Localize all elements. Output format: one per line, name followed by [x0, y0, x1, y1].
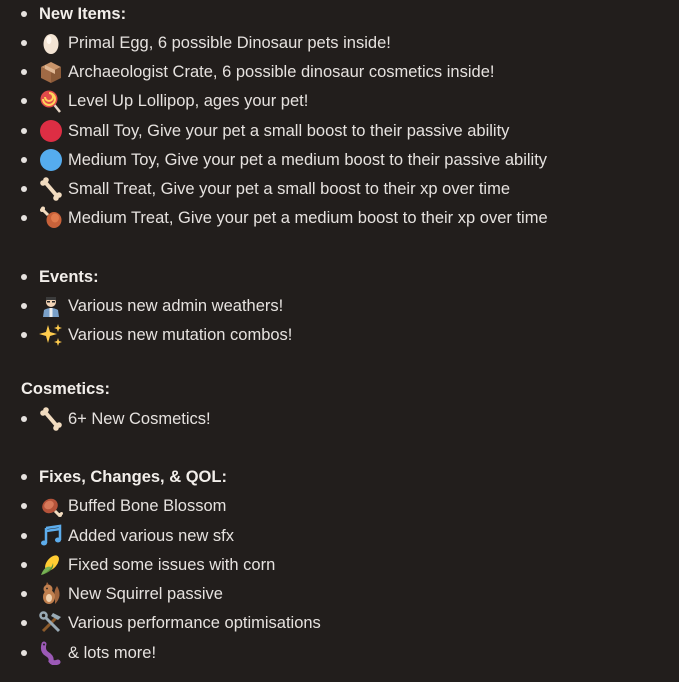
blue-circle-icon — [39, 148, 63, 172]
item-text: Medium Toy, Give your pet a medium boost to their passive ability — [68, 150, 548, 169]
crate-icon — [39, 60, 63, 84]
bullet — [21, 620, 27, 626]
item-text: 6+ New Cosmetics! — [68, 409, 211, 428]
egg-icon — [39, 31, 63, 55]
admin-icon — [39, 294, 63, 318]
item-text: Various new admin weathers! — [68, 296, 284, 315]
bullet — [21, 69, 27, 75]
bullet — [21, 40, 27, 46]
bullet — [21, 474, 27, 480]
drumstick-icon — [39, 206, 63, 230]
item-text: Primal Egg, 6 possible Dinosaur pets inside! — [68, 33, 391, 52]
bone-icon — [39, 177, 63, 201]
worm-icon — [39, 641, 63, 665]
bone-icon — [39, 407, 63, 431]
bullet — [21, 11, 27, 17]
item-text: Fixed some issues with corn — [68, 555, 276, 574]
music-notes-icon — [39, 524, 63, 548]
item-text: Archaeologist Crate, 6 possible dinosaur cosmetics inside! — [68, 62, 495, 81]
item-text: Small Toy, Give your pet a small boost to their passive ability — [68, 121, 510, 140]
tools-icon — [39, 611, 63, 635]
bullet — [21, 274, 27, 280]
bullet — [21, 503, 27, 509]
item-text: & lots more! — [68, 643, 157, 662]
chipmunk-icon — [39, 582, 63, 606]
bullet — [21, 650, 27, 656]
bullet — [21, 98, 27, 104]
bullet — [21, 128, 27, 134]
bullet — [21, 533, 27, 539]
red-circle-icon — [39, 119, 63, 143]
bullet — [21, 215, 27, 221]
section-heading-cosmetics: Cosmetics: — [21, 379, 110, 398]
section-heading-new-items: New Items: — [39, 4, 127, 23]
bullet — [21, 303, 27, 309]
bullet — [21, 416, 27, 422]
item-text: Small Treat, Give your pet a small boost to their xp over time — [68, 179, 511, 198]
corn-icon — [39, 553, 63, 577]
bullet — [21, 591, 27, 597]
item-text: Various new mutation combos! — [68, 325, 293, 344]
bullet — [21, 157, 27, 163]
item-text: Level Up Lollipop, ages your pet! — [68, 91, 309, 110]
meat-on-bone-icon — [39, 494, 63, 518]
item-text: New Squirrel passive — [68, 584, 223, 603]
item-text: Medium Treat, Give your pet a medium boost to their xp over time — [68, 208, 548, 227]
sparkles-icon — [39, 323, 63, 347]
section-heading-events: Events: — [39, 267, 99, 286]
bullet — [21, 562, 27, 568]
bullet — [21, 186, 27, 192]
lollipop-icon — [39, 89, 63, 113]
item-text: Various performance optimisations — [68, 613, 321, 632]
section-heading-fixes: Fixes, Changes, & QOL: — [39, 467, 227, 486]
item-text: Added various new sfx — [68, 526, 235, 545]
item-text: Buffed Bone Blossom — [68, 496, 227, 515]
bullet — [21, 332, 27, 338]
